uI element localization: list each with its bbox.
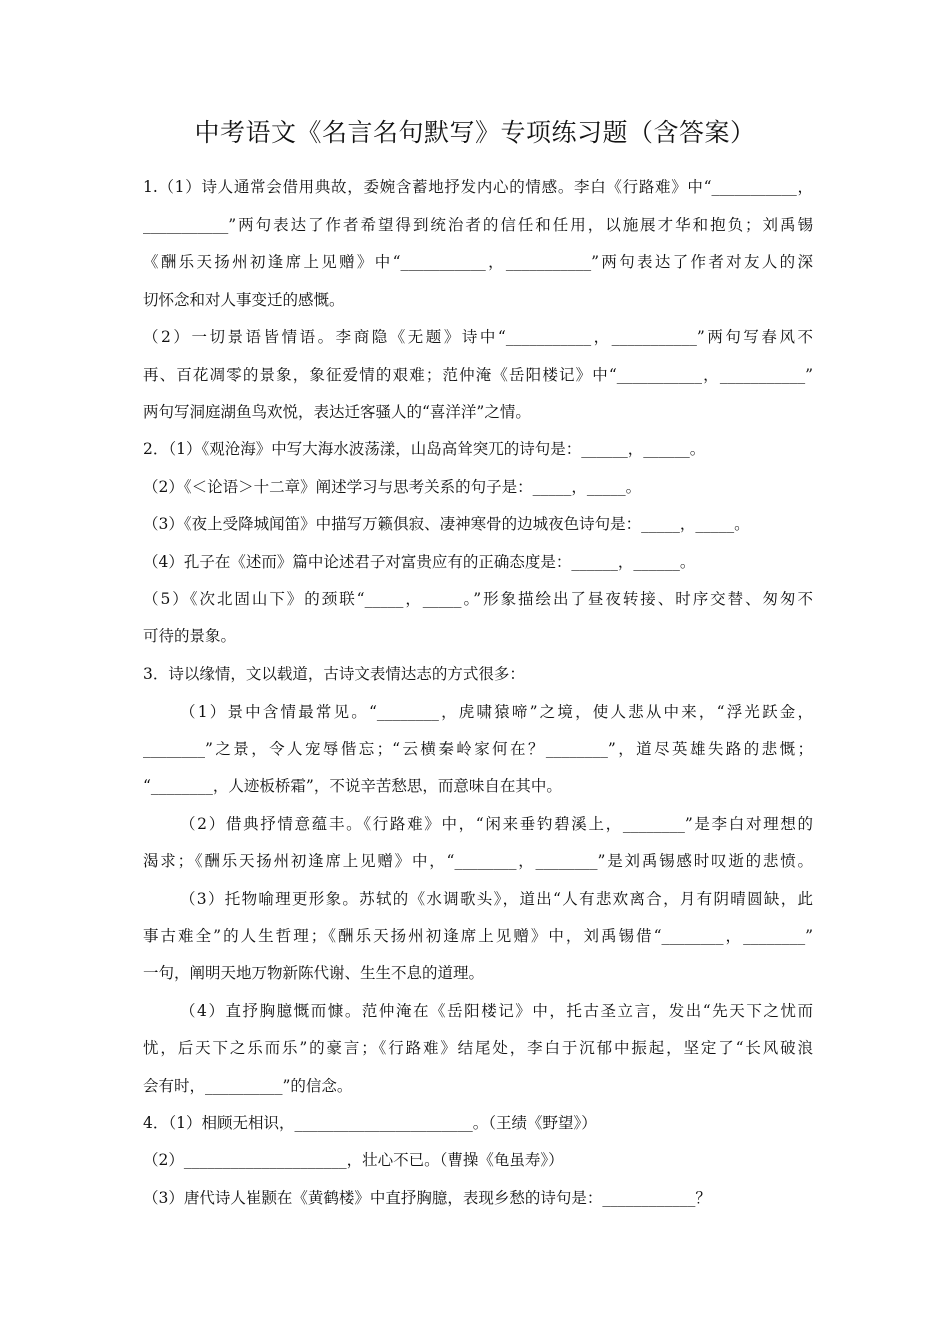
text-line: 2．（1）《观沧海》中写大海水波荡漾，山岛高耸突兀的诗句是：______，______。 (143, 440, 706, 458)
text-line: 可待的景象。 (143, 627, 237, 645)
text-line: （3）托物喻理更形象。苏轼的《水调歌头》，道出“人有悲欢离合，月有阴晴圆缺，此 (180, 890, 813, 908)
text-line: 再、百花凋零的景象，象征爱情的艰难；范仲淹《岳阳楼记》中“___________，___________” (143, 366, 813, 384)
text-line: 3．诗以缘情，文以载道，古诗文表情达志的方式很多： (143, 665, 525, 683)
text-line: （2）一切景语皆情语。李商隐《无题》诗中“___________，___________”两句写春风不 (143, 328, 813, 346)
text-line: 4．（1）相顾无相识，_______________________。（王绩《野望》） (143, 1114, 597, 1132)
text-line: （1）景中含情最常见。“________，虎啸猿啼”之境，使人悲从中来，“浮光跃金， (180, 703, 813, 721)
text-line: ___________”两句表达了作者希望得到统治者的信任和任用，以施展才华和抱负；刘禹锡 (143, 216, 813, 234)
text-line: 切怀念和对人事变迁的感慨。 (143, 291, 345, 309)
text-line: （2）《＜论语＞十二章》阐述学习与思考关系的句子是：_____，_____。 (143, 478, 642, 496)
page-title: 中考语文《名言名句默写》专项练习题（含答案） (194, 118, 756, 147)
text-line: （4）直抒胸臆慨而慷。范仲淹在《岳阳楼记》中，托古圣立言，发出“先天下之忧而 (180, 1002, 813, 1020)
text-line: ________”之景，令人宠辱偕忘；“云横秦岭家何在？________”，道尽英雄失路的悲慨； (143, 740, 813, 758)
text-line: 渴求；《酬乐天扬州初逢席上见赠》中，“________，________”是刘禹锡感时叹逝的悲愤。 (143, 852, 813, 870)
text-line: 1.（1）诗人通常会借用典故，委婉含蓄地抒发内心的情感。李白《行路难》中“___________， (143, 178, 813, 196)
text-line: 忧，后天下之乐而乐”的豪言；《行路难》结尾处，李白于沉郁中振起，坚定了“长风破浪 (143, 1039, 813, 1057)
text-line: （3）《夜上受降城闻笛》中描写万籁俱寂、凄神寒骨的边城夜色诗句是：_____，_____。 (143, 515, 750, 533)
text-line: （5）《次北固山下》的颈联“_____，_____。”形象描绘出了昼夜转接、时序交替、匆匆不 (143, 590, 813, 608)
text-line: 两句写洞庭湖鱼鸟欢悦，表达迁客骚人的“喜洋洋”之情。 (143, 403, 531, 421)
text-line: 会有时，__________”的信念。 (143, 1077, 353, 1095)
text-line: 事古难全”的人生哲理；《酬乐天扬州初逢席上见赠》中，刘禹锡借“________，________” (143, 927, 813, 945)
text-line: “________，人迹板桥霜”，不说辛苦愁思，而意味自在其中。 (143, 777, 562, 795)
text-line: （3）唐代诗人崔颢在《黄鹤楼》中直抒胸臆，表现乡愁的诗句是：____________？ (143, 1189, 711, 1207)
text-line: （2）借典抒情意蕴丰。《行路难》中，“闲来垂钓碧溪上，________”是李白对理想的 (180, 815, 813, 833)
text-line: 一句，阐明天地万物新陈代谢、生生不息的道理。 (143, 964, 485, 982)
text-line: （2）_____________________，壮心不已。（曹操《龟虽寿》） (143, 1151, 564, 1169)
text-line: （4）孔子在《述而》篇中论述君子对富贵应有的正确态度是：______，______。 (143, 553, 696, 571)
text-line: 《酬乐天扬州初逢席上见赠》中“___________，___________”两句表达了作者对友人的深 (143, 253, 813, 271)
